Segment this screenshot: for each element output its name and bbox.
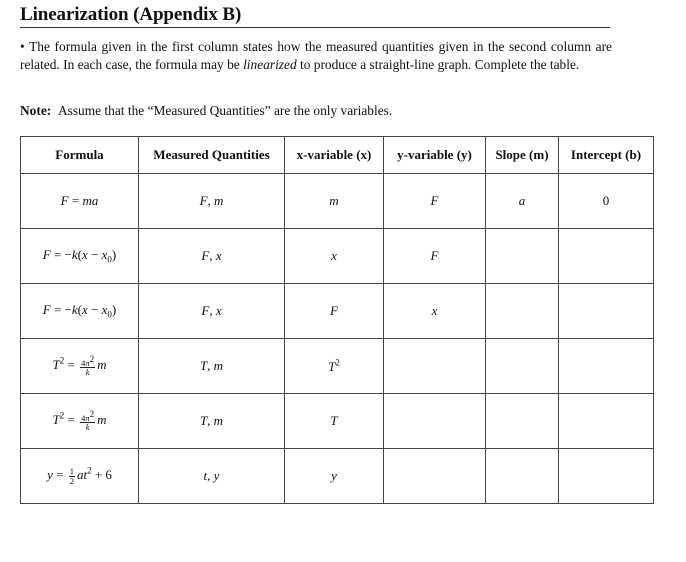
intercept-cell[interactable] (559, 339, 654, 394)
slope-cell[interactable] (486, 229, 559, 284)
header-intercept: Intercept (b) (559, 137, 654, 174)
formula-cell: $T^2$ = $\frac{4\pi^2}{k}$ m (21, 394, 139, 449)
x-variable-cell: y (285, 449, 384, 504)
instructions-text-1: The formula given in the first column states how the measured quantities given in the second column are related. In each case, the formula may be (20, 39, 612, 73)
title-underline (20, 27, 610, 28)
fraction: $\frac{1}{2}$ (69, 465, 74, 486)
header-slope: Slope (m) (486, 137, 559, 174)
note-label: Note: (20, 103, 52, 118)
page-title: Linearization (Appendix B) (20, 4, 242, 25)
quantities-cell: T, m (139, 339, 285, 394)
y-variable-cell[interactable] (384, 449, 486, 504)
note-text: Assume that the “Measured Quantities” are the only variables. (57, 103, 393, 118)
header-formula: Formula (21, 137, 139, 174)
y-variable-cell: x (384, 284, 486, 339)
slope-cell[interactable] (486, 284, 559, 339)
header-row (21, 137, 654, 174)
slope-cell[interactable] (486, 339, 559, 394)
quantities-cell: F, m (139, 174, 285, 229)
x-variable-cell: m (285, 174, 384, 229)
slope-cell[interactable]: a (486, 174, 559, 229)
intercept-cell[interactable] (559, 449, 654, 504)
instructions-emphasis: linearized (243, 57, 297, 73)
quantities-cell: t, y (139, 449, 285, 504)
quantities-cell: T, m (139, 394, 285, 449)
quantities-cell: F, x (139, 284, 285, 339)
table-row (21, 229, 654, 284)
intercept-cell[interactable] (559, 229, 654, 284)
linearization-table (20, 136, 654, 504)
header-y-variable: y-variable (y) (384, 137, 486, 174)
x-variable-cell: x (285, 229, 384, 284)
intercept-cell[interactable]: 0 (559, 174, 654, 229)
intercept-cell[interactable] (559, 394, 654, 449)
instructions-paragraph (20, 38, 612, 75)
y-variable-cell[interactable] (384, 339, 486, 394)
formula-cell: $T^2$ = $\frac{4\pi^2}{k}$ m (21, 339, 139, 394)
table-row (21, 174, 654, 229)
formula-cell: $F = -k(x - x_0)$ (21, 284, 139, 339)
table-row (21, 339, 654, 394)
fraction: $\frac{4\pi^2}{k}$ (81, 353, 95, 378)
header-measured-quantities: Measured Quantities (139, 137, 285, 174)
table-row (21, 394, 654, 449)
header-x-variable: x-variable (x) (285, 137, 384, 174)
x-variable-cell: F (285, 284, 384, 339)
slope-cell[interactable] (486, 449, 559, 504)
y-variable-cell[interactable] (384, 394, 486, 449)
table-row (21, 284, 654, 339)
y-variable-cell: F (384, 229, 486, 284)
table-row (21, 449, 654, 504)
formula-cell: $F = -k(x - x_0)$ (21, 229, 139, 284)
formula-cell: y = $\frac{1}{2}$ $at^2 + 6$ (21, 449, 139, 504)
x-variable-cell: $T^2$ (285, 339, 384, 394)
x-variable-cell: T (285, 394, 384, 449)
note (20, 102, 612, 120)
formula-cell: F = ma (21, 174, 139, 229)
slope-cell[interactable] (486, 394, 559, 449)
instructions-text-2: to produce a straight-line graph. Complete the table. (296, 57, 580, 73)
bullet: • (20, 39, 25, 54)
quantities-cell: F, x (139, 229, 285, 284)
fraction: $\frac{4\pi^2}{k}$ (81, 408, 95, 433)
y-variable-cell: F (384, 174, 486, 229)
intercept-cell[interactable] (559, 284, 654, 339)
